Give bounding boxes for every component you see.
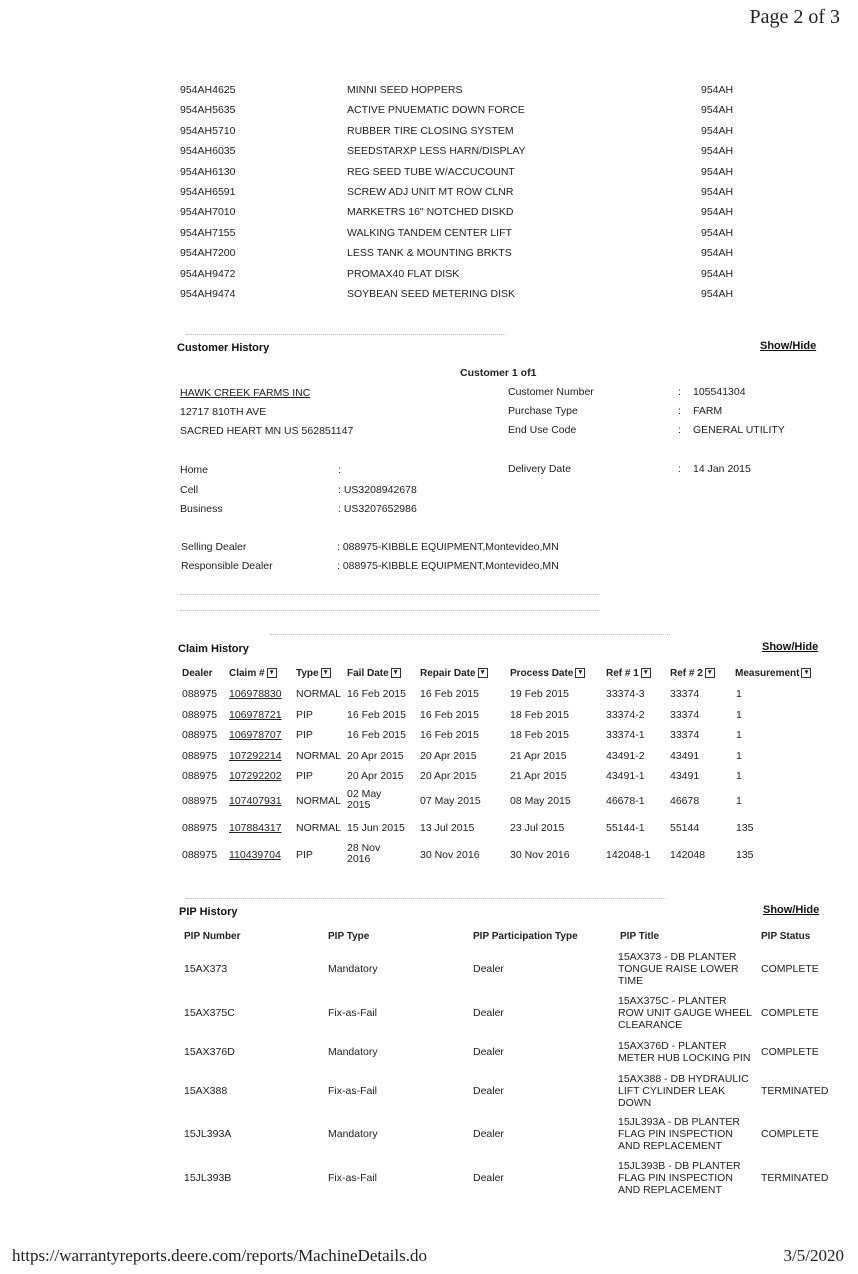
pip-participation: Dealer xyxy=(473,963,504,975)
claim-show-hide-link[interactable]: Show/Hide xyxy=(762,641,819,653)
claim-ref2: 46678 xyxy=(670,795,700,807)
attachment-description: LESS TANK & MOUNTING BRKTS xyxy=(347,247,512,260)
attachment-code: 954AH6035 xyxy=(180,145,236,158)
pip-type: Mandatory xyxy=(328,1046,378,1058)
pip-title-line: AND REPLACEMENT xyxy=(618,1184,722,1196)
attachment-code: 954AH9474 xyxy=(180,288,236,300)
pip-participation: Dealer xyxy=(473,1085,504,1097)
claim-column-header[interactable] xyxy=(735,668,811,679)
claim-dealer: 088975 xyxy=(182,729,218,741)
customer-field-separator: : xyxy=(678,386,681,398)
claim-ref2: 33374 xyxy=(670,688,700,700)
customer-field-label: End Use Code xyxy=(508,424,577,436)
pip-status: TERMINATED xyxy=(761,1172,829,1184)
pip-title-line: 15AX376D - PLANTER xyxy=(618,1040,727,1052)
pip-type: Fix-as-Fail xyxy=(328,1172,377,1184)
claim-dealer: 088975 xyxy=(182,849,218,861)
claim-ref1: 33374-3 xyxy=(606,688,645,700)
attachment-description: MINNI SEED HOPPERS xyxy=(347,84,463,96)
claim-repair-date: 20 Apr 2015 xyxy=(420,750,477,762)
claim-number-link[interactable]: 107884317 xyxy=(229,822,282,834)
pip-title-line: FLAG PIN INSPECTION xyxy=(618,1172,733,1184)
claim-ref2: 142048 xyxy=(670,849,706,861)
claim-column-header[interactable] xyxy=(296,668,331,679)
claim-number-link[interactable]: 106978707 xyxy=(229,729,282,741)
divider xyxy=(180,594,600,595)
claim-measurement: 1 xyxy=(736,795,742,807)
dealer-label: Selling Dealer xyxy=(181,541,247,553)
claim-ref2: 33374 xyxy=(670,709,700,721)
customer-address-line2: SACRED HEART MN US 562851147 xyxy=(180,425,354,437)
claim-repair-date: 16 Feb 2015 xyxy=(420,729,479,741)
claim-number-link[interactable]: 107292202 xyxy=(229,770,282,782)
customer-name: HAWK CREEK FARMS INC xyxy=(180,387,311,399)
footer-url: https://warrantyreports.deere.com/reports/MachineDetails.do xyxy=(12,1246,427,1265)
delivery-date-value: 14 Jan 2015 xyxy=(693,463,751,475)
attachment-description: RUBBER TIRE CLOSING SYSTEM xyxy=(347,124,514,137)
attachment-code: 954AH4625 xyxy=(180,84,236,96)
claim-dealer: 088975 xyxy=(182,750,218,762)
divider xyxy=(180,610,600,611)
claim-column-header-label: Repair Date xyxy=(420,668,476,679)
customer-field-label: Customer Number xyxy=(508,386,594,398)
page-number: Page 2 of 3 xyxy=(749,6,840,28)
pip-column-header: PIP Number xyxy=(184,931,241,942)
attachment-group: 954AH xyxy=(701,124,734,137)
attachment-code: 954AH5710 xyxy=(180,124,236,137)
claim-number-link[interactable]: 106978830 xyxy=(229,688,282,700)
claim-ref2: 33374 xyxy=(670,729,700,741)
claim-process-date: 18 Feb 2015 xyxy=(510,709,569,721)
attachment-code: 954AH7010 xyxy=(180,206,236,219)
sort-icon[interactable]: ▾ xyxy=(575,668,585,678)
claim-dealer: 088975 xyxy=(182,709,218,721)
customer-history-title: Customer History xyxy=(177,342,270,354)
dealer-value: : 088975-KIBBLE EQUIPMENT,Montevideo,MN xyxy=(337,560,559,572)
claim-type: PIP xyxy=(296,709,313,721)
attachment-group: 954AH xyxy=(701,247,734,260)
claim-fail-date: 16 Feb 2015 xyxy=(347,688,406,700)
pip-participation: Dealer xyxy=(473,1172,504,1184)
claim-number-link[interactable]: 110439704 xyxy=(229,849,281,861)
pip-number: 15AX375C xyxy=(184,1007,235,1019)
divider xyxy=(186,334,506,335)
attachment-description: WALKING TANDEM CENTER LIFT xyxy=(347,226,512,239)
pip-number: 15AX373 xyxy=(184,963,228,975)
pip-column-header: PIP Participation Type xyxy=(473,931,578,942)
claim-measurement: 1 xyxy=(736,729,742,741)
claim-measurement: 1 xyxy=(736,750,742,762)
attachment-description: SCREW ADJ UNIT MT ROW CLNR xyxy=(347,186,514,198)
claim-fail-date-year: 2016 xyxy=(347,853,371,865)
claim-dealer: 088975 xyxy=(182,795,218,807)
pip-number: 15AX388 xyxy=(184,1085,228,1097)
attachment-code: 954AH7155 xyxy=(180,226,236,239)
pip-title-line: TONGUE RAISE LOWER xyxy=(618,963,739,975)
phone-label: Business xyxy=(180,503,223,515)
claim-number-link[interactable]: 107407931 xyxy=(229,795,282,807)
claim-column-header[interactable] xyxy=(670,668,715,679)
claim-column-header-label: Type xyxy=(296,668,319,679)
claim-type: PIP xyxy=(296,849,313,861)
pip-column-header: PIP Status xyxy=(761,931,811,942)
claim-column-header-label: Ref # 2 xyxy=(670,668,703,679)
claim-process-date: 30 Nov 2016 xyxy=(510,849,570,861)
attachment-group: 954AH xyxy=(701,186,734,198)
claim-ref1: 55144-1 xyxy=(606,822,645,834)
dealer-value: : 088975-KIBBLE EQUIPMENT,Montevideo,MN xyxy=(337,541,559,553)
claim-fail-date: 28 Nov xyxy=(347,842,381,854)
attachment-description: MARKETRS 16" NOTCHED DISKD xyxy=(347,206,514,219)
attachment-code: 954AH5635 xyxy=(180,104,236,117)
pip-status: COMPLETE xyxy=(761,1046,819,1058)
claim-column-header-label: Process Date xyxy=(510,668,574,679)
claim-measurement: 135 xyxy=(736,822,754,834)
pip-type: Mandatory xyxy=(328,963,378,975)
pip-title-line: LIFT CYLINDER LEAK xyxy=(618,1085,726,1097)
claim-dealer: 088975 xyxy=(182,770,218,782)
phone-label: Home xyxy=(180,464,209,476)
customer-show-hide-link[interactable]: Show/Hide xyxy=(760,340,817,352)
attachment-description: SOYBEAN SEED METERING DISK xyxy=(347,288,516,300)
attachment-group: 954AH xyxy=(701,145,734,158)
claim-number-link[interactable]: 106978721 xyxy=(229,709,282,721)
claim-column-header-label: Measurement xyxy=(735,668,800,679)
pip-title-line: 15JL393A - DB PLANTER xyxy=(618,1116,740,1128)
claim-type: PIP xyxy=(296,770,313,782)
claim-column-header[interactable] xyxy=(606,668,651,679)
pip-type: Fix-as-Fail xyxy=(328,1007,377,1019)
claim-process-date: 18 Feb 2015 xyxy=(510,729,569,741)
pip-column-header: PIP Title xyxy=(620,931,660,942)
pip-title-line: METER HUB LOCKING PIN xyxy=(618,1052,751,1064)
claim-repair-date: 16 Feb 2015 xyxy=(420,688,479,700)
pip-column-header: PIP Type xyxy=(328,931,370,942)
pip-number: 15JL393A xyxy=(184,1128,232,1140)
customer-field-label: Purchase Type xyxy=(508,405,578,417)
attachment-group: 954AH xyxy=(701,267,734,280)
customer-field-value: 105541304 xyxy=(693,386,746,398)
claim-fail-date: 15 Jun 2015 xyxy=(347,822,405,834)
claim-column-header-label: Fail Date xyxy=(347,668,389,679)
pip-status: COMPLETE xyxy=(761,1128,819,1140)
attachment-group: 954AH xyxy=(701,165,734,178)
claim-measurement: 135 xyxy=(736,849,754,861)
pip-participation: Dealer xyxy=(473,1128,504,1140)
attachment-group: 954AH xyxy=(701,288,734,300)
attachment-group: 954AH xyxy=(701,104,734,117)
claim-dealer: 088975 xyxy=(182,688,218,700)
pip-title-line: 15AX373 - DB PLANTER xyxy=(618,951,737,963)
claim-repair-date: 13 Jul 2015 xyxy=(420,822,475,834)
claim-ref1: 46678-1 xyxy=(606,795,645,807)
claim-type: NORMAL xyxy=(296,688,341,700)
divider xyxy=(270,634,670,635)
claim-ref1: 43491-1 xyxy=(606,770,645,782)
pip-type: Fix-as-Fail xyxy=(328,1085,377,1097)
phone-value: : US3207652986 xyxy=(338,503,417,515)
attachment-group: 954AH xyxy=(701,226,734,239)
claim-measurement: 1 xyxy=(736,770,742,782)
claim-repair-date: 07 May 2015 xyxy=(420,795,481,807)
claim-type: NORMAL xyxy=(296,795,341,807)
claim-dealer: 088975 xyxy=(182,822,218,834)
pip-title-line: 15AX388 - DB HYDRAULIC xyxy=(618,1073,749,1085)
pip-title-line: DOWN xyxy=(618,1097,652,1109)
attachment-description: SEEDSTARXP LESS HARN/DISPLAY xyxy=(347,145,526,158)
claim-repair-date: 30 Nov 2016 xyxy=(420,849,480,861)
claim-process-date: 21 Apr 2015 xyxy=(510,750,567,762)
attachment-group: 954AH xyxy=(701,84,734,96)
claim-measurement: 1 xyxy=(736,688,742,700)
pip-number: 15JL393B xyxy=(184,1172,232,1184)
attachment-group: 954AH xyxy=(701,206,734,219)
claim-ref1: 43491-2 xyxy=(606,750,645,762)
attachment-code: 954AH6130 xyxy=(180,165,236,178)
sort-icon[interactable]: ▾ xyxy=(705,668,715,678)
pip-title-line: FLAG PIN INSPECTION xyxy=(618,1128,733,1140)
pip-participation: Dealer xyxy=(473,1046,504,1058)
sort-icon[interactable]: ▾ xyxy=(267,668,277,678)
claim-fail-date: 16 Feb 2015 xyxy=(347,709,406,721)
attachment-description: ACTIVE PNUEMATIC DOWN FORCE xyxy=(347,104,525,117)
attachment-description: REG SEED TUBE W/ACCUCOUNT xyxy=(347,165,515,178)
customer-field-separator: : xyxy=(678,405,681,417)
sort-icon[interactable]: ▾ xyxy=(641,668,651,678)
claim-repair-date: 20 Apr 2015 xyxy=(420,770,477,782)
sort-icon[interactable]: ▾ xyxy=(801,668,811,678)
claim-column-header[interactable] xyxy=(510,668,585,679)
customer-field-value: GENERAL UTILITY xyxy=(693,424,785,436)
claim-measurement: 1 xyxy=(736,709,742,721)
divider xyxy=(186,898,666,899)
customer-address-line1: 12717 810TH AVE xyxy=(180,406,267,418)
claim-column-header-label: Ref # 1 xyxy=(606,668,639,679)
claim-column-header[interactable] xyxy=(347,668,401,679)
delivery-date-label: Delivery Date xyxy=(508,463,572,475)
claim-process-date: 19 Feb 2015 xyxy=(510,688,569,700)
claim-fail-date: 02 May xyxy=(347,788,382,800)
claim-number-link[interactable]: 107292214 xyxy=(229,750,282,762)
claim-fail-date: 16 Feb 2015 xyxy=(347,729,406,741)
attachment-description: PROMAX40 FLAT DISK xyxy=(347,267,460,280)
delivery-date-separator: : xyxy=(678,463,681,475)
customer-count: Customer 1 of1 xyxy=(460,367,537,379)
claim-fail-date: 20 Apr 2015 xyxy=(347,770,404,782)
claim-ref1: 33374-1 xyxy=(606,729,645,741)
claim-column-header[interactable] xyxy=(229,668,277,679)
claim-fail-date-year: 2015 xyxy=(347,799,371,811)
claim-repair-date: 16 Feb 2015 xyxy=(420,709,479,721)
footer-date: 3/5/2020 xyxy=(783,1246,844,1265)
claim-ref2: 43491 xyxy=(670,770,700,782)
sort-icon[interactable]: ▾ xyxy=(478,668,488,678)
claim-type: PIP xyxy=(296,729,313,741)
claim-history-title: Claim History xyxy=(178,643,249,655)
attachment-code: 954AH9472 xyxy=(180,267,236,280)
claim-ref1: 33374-2 xyxy=(606,709,645,721)
pip-title-line: 15JL393B - DB PLANTER xyxy=(618,1160,741,1172)
claim-column-header[interactable] xyxy=(420,668,488,679)
phone-label: Cell xyxy=(180,483,199,496)
claim-column-header-label: Dealer xyxy=(182,668,213,679)
pip-title-line: 15AX375C - PLANTER xyxy=(618,995,727,1007)
pip-status: COMPLETE xyxy=(761,963,819,975)
claim-process-date: 23 Jul 2015 xyxy=(510,822,565,834)
pip-title-line: ROW UNIT GAUGE WHEEL xyxy=(618,1007,752,1019)
pip-title-line: AND REPLACEMENT xyxy=(618,1140,722,1152)
attachment-code: 954AH6591 xyxy=(180,186,236,198)
claim-ref1: 142048-1 xyxy=(606,849,651,861)
pip-status: COMPLETE xyxy=(761,1007,819,1019)
claim-ref2: 43491 xyxy=(670,750,700,762)
pip-status: TERMINATED xyxy=(761,1085,829,1097)
pip-participation: Dealer xyxy=(473,1007,504,1019)
dealer-label: Responsible Dealer xyxy=(181,560,273,572)
pip-title-line: TIME xyxy=(618,975,644,987)
claim-fail-date: 20 Apr 2015 xyxy=(347,750,404,762)
phone-value: : xyxy=(338,464,341,476)
claim-process-date: 08 May 2015 xyxy=(510,795,571,807)
claim-process-date: 21 Apr 2015 xyxy=(510,770,567,782)
customer-field-separator: : xyxy=(678,424,681,436)
claim-type: NORMAL xyxy=(296,750,341,762)
attachment-code: 954AH7200 xyxy=(180,247,236,260)
pip-show-hide-link[interactable]: Show/Hide xyxy=(763,904,820,916)
sort-icon[interactable]: ▾ xyxy=(321,668,331,678)
pip-number: 15AX376D xyxy=(184,1046,235,1058)
claim-column-header xyxy=(182,668,213,679)
claim-type: NORMAL xyxy=(296,822,341,834)
claim-ref2: 55144 xyxy=(670,822,700,834)
pip-history-title: PIP History xyxy=(179,906,238,918)
phone-value: : US3208942678 xyxy=(338,483,417,496)
claim-column-header-label: Claim # xyxy=(229,668,265,679)
pip-type: Mandatory xyxy=(328,1128,378,1140)
customer-field-value: FARM xyxy=(693,405,723,417)
pip-title-line: CLEARANCE xyxy=(618,1019,683,1031)
sort-icon[interactable]: ▾ xyxy=(391,668,401,678)
